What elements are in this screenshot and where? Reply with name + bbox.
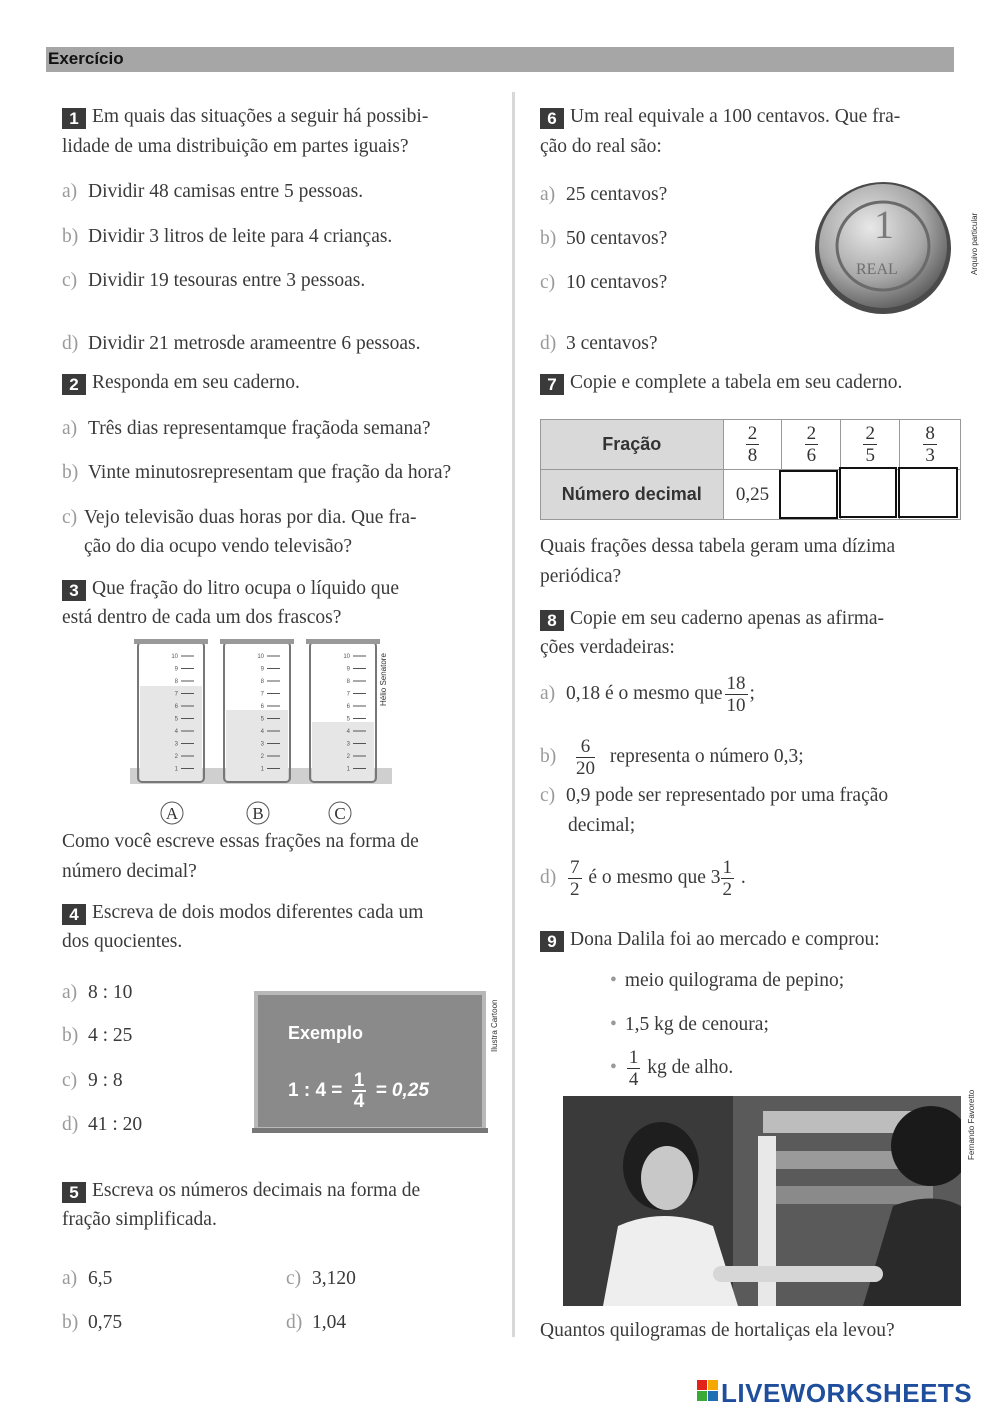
- q7-line: 7 Copie e complete a tabela em seu caderno.: [540, 368, 902, 398]
- table-fraction-2: $\frac{2}{6}$: [782, 420, 841, 470]
- scale-tick-label: 1: [174, 766, 178, 773]
- q8-number: 8: [540, 610, 564, 631]
- scale-tick-label: 4: [346, 729, 350, 735]
- answer-box-decimal-2[interactable]: [779, 470, 838, 519]
- q4-item-c: c) 9 : 8: [62, 1070, 123, 1091]
- q9-number: 9: [540, 931, 564, 952]
- logo-icon: [697, 1378, 719, 1404]
- q9-bullet-3: • $\frac{1}{4}$ kg de alho.: [610, 1047, 734, 1091]
- q5-line1: 5 Escreva os números decimais na forma de: [62, 1176, 420, 1206]
- q8-item-c-line2: decimal;: [568, 815, 636, 836]
- label-b: B: [252, 804, 264, 823]
- market-photo: [563, 1096, 961, 1306]
- beaker-a: [134, 639, 208, 782]
- scale-tick-label: 3: [346, 741, 350, 748]
- coin-image: [812, 178, 962, 318]
- q9-line: 9 Dona Dalila foi ao mercado e comprou:: [540, 925, 880, 955]
- scale-tick-label: 9: [174, 666, 178, 673]
- q4-line1: 4 Escreva de dois modos diferentes cada um: [62, 898, 423, 928]
- q6-item-c: c) 10 centavos?: [540, 272, 668, 293]
- q9-question: Quantos quilogramas de hortaliças ela levou?: [540, 1320, 895, 1341]
- q9-bullet-2: • 1,5 kg de cenoura;: [610, 1014, 769, 1035]
- q6-item-d: d) 3 centavos?: [540, 333, 658, 354]
- scale-tick-label: 2: [174, 754, 178, 760]
- beaker-c: [306, 639, 380, 782]
- scale-tick-label: 5: [346, 716, 350, 723]
- scale-tick-label: 3: [260, 741, 264, 748]
- q6-item-b: b) 50 centavos?: [540, 228, 668, 249]
- board-title: Exemplo: [288, 1023, 364, 1043]
- scale-tick-label: 6: [174, 704, 178, 710]
- logo-text: LIVEWORKSHEETS: [721, 1378, 973, 1408]
- q5-line2: fração simplificada.: [62, 1209, 217, 1230]
- q6-line2: ção do real são:: [540, 136, 662, 157]
- q4-item-b: b) 4 : 25: [62, 1025, 133, 1046]
- coin-number: 1: [874, 202, 894, 247]
- q1-item-c: c) Dividir 19 tesouras entre 3 pessoas.: [62, 270, 366, 291]
- scale-tick-label: 8: [260, 679, 264, 685]
- q3-credit: Hélio Senatore: [379, 653, 388, 706]
- q2-item-a: a) Três dias representamque fraçãoda semana?: [62, 418, 431, 439]
- q1-line1: 1 Em quais das situações a seguir há possibi-: [62, 102, 428, 132]
- scale-tick-label: 7: [260, 691, 264, 698]
- scale-tick-label: 5: [174, 716, 178, 723]
- q6-number: 6: [540, 108, 564, 129]
- coin-word: REAL: [856, 261, 898, 278]
- scale-tick-label: 5: [260, 716, 264, 723]
- q4-credit: Ilustra Cartoon: [490, 999, 499, 1052]
- scale-tick-label: 6: [260, 704, 264, 710]
- q5-number: 5: [62, 1182, 86, 1203]
- q7-number: 7: [540, 374, 564, 395]
- column-divider: [512, 92, 515, 1337]
- q8-item-c-line1: c) 0,9 pode ser representado por uma fração: [540, 785, 889, 806]
- q2-item-c-line2: ção do dia ocupo vendo televisão?: [84, 536, 353, 557]
- scale-tick-label: 10: [257, 654, 264, 660]
- scale-tick-label: 7: [346, 691, 350, 698]
- board-ledge: [252, 1128, 488, 1133]
- q4-item-a: a) 8 : 10: [62, 982, 133, 1003]
- scale-tick-label: 10: [343, 654, 350, 660]
- board-equation: 1 : 4 = $\frac{1}{4}$ = 0,25: [288, 1070, 429, 1112]
- label-c: C: [334, 804, 346, 823]
- scale-tick-label: 8: [174, 679, 178, 685]
- scale-tick-label: 9: [260, 666, 264, 673]
- scale-tick-label: 6: [346, 704, 350, 710]
- q1-item-b: b) Dividir 3 litros de leite para 4 crianças.: [62, 226, 393, 247]
- q3-number: 3: [62, 580, 86, 601]
- header-bar: Exercício: [46, 47, 954, 72]
- example-board: [254, 991, 486, 1131]
- q7-after-line1: Quais frações dessa tabela geram uma dízima: [540, 536, 896, 557]
- scale-tick-label: 10: [171, 654, 178, 660]
- q6-item-a: a) 25 centavos?: [540, 184, 668, 205]
- scale-tick-label: 1: [346, 766, 350, 773]
- table-header-decimal: Número decimal: [541, 470, 724, 520]
- q2-item-c-line1: c) Vejo televisão duas horas por dia. Que fra-: [62, 507, 417, 528]
- q2-item-b: b) Vinte minutosrepresentam que fração da hora?: [62, 462, 452, 483]
- scale-tick-label: 4: [174, 729, 178, 735]
- q4-line2: dos quocientes.: [62, 931, 183, 952]
- q1-number: 1: [62, 108, 86, 129]
- q4-number: 4: [62, 904, 86, 925]
- q3-line2: está dentro de cada um dos frascos?: [62, 607, 342, 628]
- table-fraction-1: $\frac{2}{8}$: [723, 420, 782, 470]
- scale-tick-label: 2: [346, 754, 350, 760]
- answer-box-decimal-4[interactable]: [898, 467, 958, 518]
- q8-item-b: b) $\frac{6}{20}$ representa o número 0,3;: [540, 736, 804, 780]
- q2-line: 2 Responda em seu caderno.: [62, 368, 300, 398]
- table-fraction-4: $\frac{8}{3}$: [900, 420, 961, 470]
- scale-tick-label: 1: [260, 766, 264, 773]
- liveworksheets-logo[interactable]: [697, 1378, 972, 1408]
- beakers-illustration: [126, 636, 396, 828]
- q3-after-line2: número decimal?: [62, 861, 197, 882]
- scale-tick-label: 8: [346, 679, 350, 685]
- q3-line1: 3 Que fração do litro ocupa o líquido que: [62, 574, 399, 604]
- q1-line2: lidade de uma distribuição em partes iguais?: [62, 136, 409, 157]
- table-header-fracao: Fração: [541, 420, 724, 470]
- table-decimal-1: 0,25: [723, 470, 782, 520]
- q6-credit: Arquivo particular: [970, 212, 979, 275]
- scale-tick-label: 4: [260, 729, 264, 735]
- q8-item-a: a) 0,18 é o mesmo que $\frac{18}{10}$ ;: [540, 673, 755, 717]
- q8-line2: ções verdadeiras:: [540, 637, 675, 658]
- q5-item-a: a) 6,5: [62, 1268, 113, 1289]
- scale-tick-label: 9: [346, 666, 350, 673]
- q2-number: 2: [62, 374, 86, 395]
- q1-item-a: a) Dividir 48 camisas entre 5 pessoas.: [62, 181, 364, 202]
- scale-tick-label: 3: [174, 741, 178, 748]
- table-fraction-3: $\frac{2}{5}$: [841, 420, 900, 470]
- beaker-b: [220, 639, 294, 782]
- q3-after-line1: Como você escreve essas frações na forma de: [62, 831, 419, 852]
- q5-item-d: d) 1,04: [286, 1312, 347, 1333]
- q5-item-b: b) 0,75: [62, 1312, 123, 1333]
- q6-line1: 6 Um real equivale a 100 centavos. Que fra-: [540, 102, 900, 132]
- q5-item-c: c) 3,120: [286, 1268, 356, 1289]
- scale-tick-label: 7: [174, 691, 178, 698]
- q9-bullet-1: • meio quilograma de pepino;: [610, 970, 845, 991]
- scale-tick-label: 2: [260, 754, 264, 760]
- answer-box-decimal-3[interactable]: [839, 467, 897, 518]
- label-a: A: [165, 804, 179, 823]
- q8-item-d: d) $\frac{7}{2}$ é o mesmo que 3 $\frac{1}{2}$ .: [540, 857, 746, 901]
- q8-line1: 8 Copie em seu caderno apenas as afirma-: [540, 604, 884, 634]
- q9-credit: Fernando Favoretto: [967, 1089, 976, 1160]
- q1-item-d: d) Dividir 21 metrosde arameentre 6 pessoas.: [62, 333, 421, 354]
- q4-item-d: d) 41 : 20: [62, 1114, 143, 1135]
- q7-after-line2: periódica?: [540, 566, 622, 587]
